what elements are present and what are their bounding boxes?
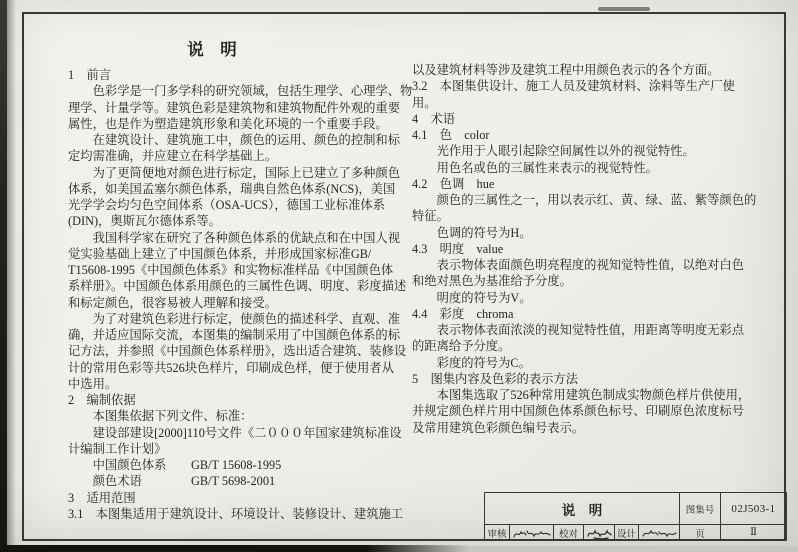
reviewer-signature-cell <box>510 525 554 541</box>
text-line: 和绝对黑色为基准给予分度。 <box>412 274 572 289</box>
scan-edge-left-fade <box>7 0 16 552</box>
reviewer-signature <box>512 527 552 540</box>
text-line: 4 术语 <box>412 111 456 126</box>
text-line: 为了对建筑色彩进行标定，使颜色的描述科学、直观、准 <box>68 311 401 326</box>
text-line: 在建筑设计、建筑施工中，颜色的运用、颜色的控制和标 <box>68 133 401 147</box>
left-column <box>68 67 413 522</box>
proofreader-signature <box>586 527 613 540</box>
right-column <box>412 62 757 436</box>
text-line: 光作用于人眼引起除空间属性以外的视觉特性。 <box>412 144 695 159</box>
text-line: 我国科学家在研究了各种颜色体系的优缺点和在中国人视 <box>68 230 401 245</box>
text-line: 4.1 色 color <box>412 128 490 142</box>
text-line: (DIN)，奥斯瓦尔德体系等。 <box>68 214 222 229</box>
designer-signature-cell <box>639 525 680 541</box>
scan-smudge-top <box>598 7 650 11</box>
text-line: 2 编制依据 <box>68 393 136 407</box>
text-line: 中选用。 <box>68 376 118 391</box>
text-line: 3.1 本图集适用于建筑设计、环境设计、装修设计、建筑施工 <box>68 506 404 521</box>
text-line: 表示物体表面颜色明亮程度的视知觉特性值，以绝对白色 <box>412 258 745 272</box>
text-line: 建设部建设[2000]110号文件《二０００年国家建筑标准设 <box>68 425 402 440</box>
text-line: 明度的符号为V。 <box>412 290 532 305</box>
text-line: 4.3 明度 value <box>412 241 504 256</box>
scan-edge-left <box>0 0 7 552</box>
text-line: 3.2 本图集供设计、施工人员及建筑材料、涂料等生产厂使 <box>412 79 735 94</box>
text-line: 用。 <box>412 95 437 110</box>
page-title: 说 明 <box>187 40 237 59</box>
text-line: 色调的符号为H。 <box>412 225 532 240</box>
proofreader-label: 校对 <box>554 525 584 541</box>
text-line: 系样册》。中国颜色体系用颜色的三属性色调、明度、彩度描述 <box>68 279 407 294</box>
text-line: 并规定颜色样片用中国颜色体系颜色标号、印刷原色浓度标号 <box>412 404 745 419</box>
text-line: 计的常用色彩等共526块色样片，印刷成色样，便于使用者从 <box>68 360 394 375</box>
text-line: 本图集选取了526种常用建筑色制成实物颜色样片供使用， <box>412 388 751 402</box>
designer-label: 设计 <box>615 525 639 541</box>
text-line: 颜色的三属性之一，用以表示红、黄、绿、蓝、紫等颜色的 <box>412 193 757 207</box>
text-line: 属性，也是作为塑造建筑形象和美化环境的一个重要手段。 <box>68 116 388 131</box>
designer-signature <box>641 527 678 540</box>
reviewer-label: 审核 <box>485 525 510 541</box>
text-line: 5 图集内容及色彩的表示方法 <box>412 371 579 386</box>
text-line: 中国颜色体系 GB/T 15608-1995 <box>68 458 282 472</box>
text-line: 计编制工作计划》 <box>68 441 167 456</box>
text-line: 定均需准确，并应建立在科学基础上。 <box>68 149 278 164</box>
text-line: 颜色术语 GB/T 5698-2001 <box>68 474 276 489</box>
text-line: 4.4 彩度 chroma <box>412 306 514 321</box>
text-line: 记方法，并参照《中国颜色体系样册》，选出适合建筑、装修设 <box>68 344 407 359</box>
text-line: T15608-1995《中国颜色体系》和实物标准样品《中国颜色体 <box>68 263 394 277</box>
proofreader-signature-cell <box>584 525 615 541</box>
atlas-number-value: 02J503-1 <box>721 493 787 525</box>
text-line: 表示物体表面浓淡的视知觉特性值，用距离等明度无彩点 <box>412 323 745 337</box>
text-line: 彩度的符号为C。 <box>412 355 531 370</box>
text-line: 光学学会均匀色空间体系（OSA-UCS），德国工业标准体系 <box>68 198 385 212</box>
scan-edge-bottom <box>0 545 470 552</box>
atlas-number-label: 图集号 <box>680 493 721 525</box>
text-line: 3 适用范围 <box>68 490 136 505</box>
text-line: 的距离给予分度。 <box>412 339 511 354</box>
text-line: 特征。 <box>412 209 449 224</box>
text-line: 4.2 色调 hue <box>412 176 495 191</box>
text-line: 色彩学是一门多学科的研究领域，包括生理学、心理学、物 <box>68 84 413 99</box>
paper <box>5 0 798 546</box>
text-line: 本图集依据下列文件、标准： <box>68 409 253 424</box>
sheet-title: 说 明 <box>485 493 680 525</box>
text-line: 及常用建筑色彩颜色编号表示。 <box>412 420 585 435</box>
text-line: 确，并适应国际交流，本图集的编制采用了中国颜色体系的标 <box>68 328 401 342</box>
page-label: 页 <box>680 525 721 541</box>
page-number: Ⅱ <box>721 525 787 541</box>
text-line: 体系，如美国孟塞尔颜色体系，瑞典自然色体系(NCS)，美国 <box>68 181 396 196</box>
text-line: 觉实验基础上建立了中国颜色体系，并形成国家标准GB/ <box>68 246 372 261</box>
text-line: 用色名或色的三属性来表示的视觉特性。 <box>412 160 658 175</box>
text-line: 理学、计量学等。建筑色彩是建筑物和建筑物配件外观的重要 <box>68 100 401 115</box>
text-line: 以及建筑材料等涉及建筑工程中用颜色表示的各个方面。 <box>412 63 720 77</box>
text-line: 1 前言 <box>68 68 112 82</box>
text-line: 为了更简便地对颜色进行标定，国际上已建立了多种颜色 <box>68 165 401 180</box>
title-block <box>484 492 787 541</box>
text-line: 和标定颜色，很容易被人理解和接受。 <box>68 295 278 310</box>
